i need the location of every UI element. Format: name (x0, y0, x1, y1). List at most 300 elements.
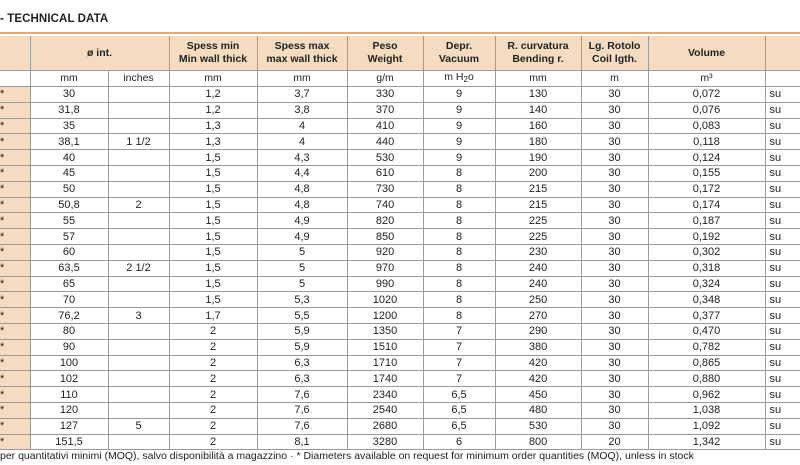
cell-weight: 610 (347, 165, 423, 181)
cell-min-wall: 1,7 (169, 308, 257, 324)
cell-star: * (0, 87, 30, 103)
cell-bending-radius: 450 (495, 387, 581, 403)
header-weight: Peso Weight (347, 36, 423, 71)
cell-extra: su (765, 181, 800, 197)
cell-volume: 0,865 (648, 355, 765, 371)
cell-diameter-mm: 30 (30, 87, 108, 103)
cell-weight: 330 (347, 87, 423, 103)
cell-min-wall: 1,2 (169, 87, 257, 103)
cell-min-wall: 2 (169, 371, 257, 387)
cell-vacuum: 8 (423, 308, 495, 324)
table-body (0, 87, 800, 450)
cell-weight: 1020 (347, 292, 423, 308)
cell-vacuum: 9 (423, 118, 495, 134)
cell-max-wall: 5,9 (257, 339, 347, 355)
cell-diameter-mm: 45 (30, 165, 108, 181)
title-underline (0, 32, 800, 34)
table-row (0, 339, 800, 355)
cell-star: * (0, 213, 30, 229)
header-diameter: ø int. (30, 36, 169, 71)
cell-min-wall: 1,5 (169, 150, 257, 166)
cell-vacuum: 8 (423, 260, 495, 276)
table-row (0, 118, 800, 134)
cell-diameter-inches (108, 292, 169, 308)
cell-diameter-inches (108, 387, 169, 403)
unit-weight: g/m (347, 71, 423, 87)
cell-weight: 1740 (347, 371, 423, 387)
cell-star: * (0, 371, 30, 387)
cell-diameter-mm: 57 (30, 229, 108, 245)
cell-coil-length: 30 (581, 150, 648, 166)
cell-bending-radius: 250 (495, 292, 581, 308)
unit-bending: mm (495, 71, 581, 87)
cell-star: * (0, 244, 30, 260)
cell-diameter-inches (108, 355, 169, 371)
cell-vacuum: 6,5 (423, 418, 495, 434)
cell-vacuum: 8 (423, 244, 495, 260)
cell-vacuum: 7 (423, 323, 495, 339)
cell-extra: su (765, 323, 800, 339)
table-row (0, 276, 800, 292)
cell-max-wall: 4,4 (257, 165, 347, 181)
cell-diameter-inches (108, 339, 169, 355)
cell-weight: 920 (347, 244, 423, 260)
table-row (0, 213, 800, 229)
cell-star: * (0, 292, 30, 308)
cell-diameter-inches: 2 (108, 197, 169, 213)
unit-vacuum: m H2o (423, 71, 495, 87)
cell-vacuum: 6,5 (423, 402, 495, 418)
cell-coil-length: 30 (581, 371, 648, 387)
cell-diameter-inches: 5 (108, 418, 169, 434)
cell-weight: 2340 (347, 387, 423, 403)
cell-weight: 970 (347, 260, 423, 276)
cell-max-wall: 4 (257, 118, 347, 134)
cell-diameter-inches (108, 118, 169, 134)
cell-max-wall: 3,8 (257, 102, 347, 118)
header-row (0, 36, 800, 71)
table-row (0, 402, 800, 418)
cell-diameter-inches: 3 (108, 308, 169, 324)
cell-diameter-inches: 1 1/2 (108, 134, 169, 150)
cell-min-wall: 2 (169, 355, 257, 371)
cell-extra: su (765, 260, 800, 276)
cell-max-wall: 3,7 (257, 87, 347, 103)
cell-bending-radius: 420 (495, 355, 581, 371)
cell-max-wall: 5 (257, 260, 347, 276)
cell-diameter-inches (108, 323, 169, 339)
header-volume: Volume (648, 36, 765, 71)
cell-diameter-mm: 55 (30, 213, 108, 229)
cell-max-wall: 6,3 (257, 371, 347, 387)
cell-vacuum: 8 (423, 229, 495, 245)
cell-diameter-inches (108, 150, 169, 166)
table-row (0, 244, 800, 260)
table-row (0, 102, 800, 118)
table-row (0, 181, 800, 197)
unit-extra (765, 71, 800, 87)
cell-extra: su (765, 87, 800, 103)
cell-weight: 410 (347, 118, 423, 134)
table-row (0, 355, 800, 371)
cell-diameter-inches (108, 87, 169, 103)
header-coil-length: Lg. Rotolo Coil lgth. (581, 36, 648, 71)
cell-diameter-mm: 50,8 (30, 197, 108, 213)
cell-coil-length: 30 (581, 323, 648, 339)
unit-coil: m (581, 71, 648, 87)
table-row (0, 418, 800, 434)
cell-diameter-mm: 102 (30, 371, 108, 387)
cell-max-wall: 4,9 (257, 229, 347, 245)
table-row (0, 134, 800, 150)
cell-vacuum: 8 (423, 292, 495, 308)
cell-max-wall: 4,8 (257, 197, 347, 213)
cell-vacuum: 8 (423, 276, 495, 292)
cell-coil-length: 30 (581, 213, 648, 229)
cell-diameter-mm: 110 (30, 387, 108, 403)
cell-weight: 850 (347, 229, 423, 245)
cell-star: * (0, 402, 30, 418)
cell-min-wall: 1,2 (169, 102, 257, 118)
cell-extra: su (765, 292, 800, 308)
cell-min-wall: 1,5 (169, 292, 257, 308)
cell-diameter-inches: 2 1/2 (108, 260, 169, 276)
cell-star: * (0, 418, 30, 434)
cell-weight: 440 (347, 134, 423, 150)
cell-bending-radius: 240 (495, 260, 581, 276)
unit-mm: mm (30, 71, 108, 87)
cell-extra: su (765, 197, 800, 213)
cell-volume: 0,155 (648, 165, 765, 181)
cell-coil-length: 30 (581, 387, 648, 403)
cell-min-wall: 2 (169, 434, 257, 450)
table-row (0, 197, 800, 213)
cell-coil-length: 30 (581, 418, 648, 434)
table-row (0, 165, 800, 181)
cell-min-wall: 1,3 (169, 134, 257, 150)
table-row (0, 229, 800, 245)
cell-max-wall: 7,6 (257, 387, 347, 403)
cell-min-wall: 1,5 (169, 260, 257, 276)
cell-extra: su (765, 102, 800, 118)
header-bending-radius: R. curvatura Bending r. (495, 36, 581, 71)
cell-volume: 0,072 (648, 87, 765, 103)
cell-bending-radius: 290 (495, 323, 581, 339)
cell-bending-radius: 200 (495, 165, 581, 181)
cell-volume: 0,324 (648, 276, 765, 292)
cell-bending-radius: 215 (495, 197, 581, 213)
cell-volume: 1,092 (648, 418, 765, 434)
header-max-wall: Spess max max wall thick (257, 36, 347, 71)
table-row (0, 387, 800, 403)
cell-bending-radius: 800 (495, 434, 581, 450)
cell-extra: su (765, 371, 800, 387)
cell-extra: su (765, 213, 800, 229)
cell-volume: 0,880 (648, 371, 765, 387)
cell-weight: 530 (347, 150, 423, 166)
cell-star: * (0, 134, 30, 150)
cell-weight: 740 (347, 197, 423, 213)
cell-diameter-inches (108, 229, 169, 245)
cell-extra: su (765, 308, 800, 324)
cell-diameter-inches (108, 181, 169, 197)
table-row (0, 308, 800, 324)
cell-bending-radius: 215 (495, 181, 581, 197)
cell-bending-radius: 160 (495, 118, 581, 134)
cell-max-wall: 7,6 (257, 418, 347, 434)
cell-extra: su (765, 165, 800, 181)
cell-weight: 990 (347, 276, 423, 292)
cell-extra: su (765, 434, 800, 450)
cell-vacuum: 8 (423, 197, 495, 213)
cell-diameter-inches (108, 434, 169, 450)
cell-coil-length: 30 (581, 339, 648, 355)
table-row (0, 371, 800, 387)
cell-volume: 0,782 (648, 339, 765, 355)
cell-max-wall: 4,9 (257, 213, 347, 229)
cell-diameter-mm: 90 (30, 339, 108, 355)
cell-volume: 0,318 (648, 260, 765, 276)
cell-volume: 0,192 (648, 229, 765, 245)
cell-extra: su (765, 276, 800, 292)
cell-coil-length: 30 (581, 118, 648, 134)
units-row (0, 71, 800, 87)
cell-vacuum: 8 (423, 213, 495, 229)
cell-volume: 0,302 (648, 244, 765, 260)
cell-coil-length: 30 (581, 355, 648, 371)
cell-coil-length: 30 (581, 181, 648, 197)
cell-vacuum: 6,5 (423, 387, 495, 403)
cell-diameter-mm: 120 (30, 402, 108, 418)
cell-bending-radius: 230 (495, 244, 581, 260)
cell-star: * (0, 276, 30, 292)
cell-diameter-inches (108, 213, 169, 229)
cell-vacuum: 6 (423, 434, 495, 450)
table-row (0, 87, 800, 103)
cell-diameter-inches (108, 165, 169, 181)
cell-volume: 0,377 (648, 308, 765, 324)
cell-min-wall: 2 (169, 387, 257, 403)
section-title: - TECHNICAL DATA (0, 13, 109, 25)
header-star-col (0, 36, 30, 71)
cell-weight: 2680 (347, 418, 423, 434)
cell-coil-length: 30 (581, 229, 648, 245)
cell-diameter-inches (108, 402, 169, 418)
cell-bending-radius: 225 (495, 229, 581, 245)
cell-bending-radius: 270 (495, 308, 581, 324)
table-row (0, 323, 800, 339)
cell-diameter-mm: 63,5 (30, 260, 108, 276)
cell-diameter-inches (108, 244, 169, 260)
cell-bending-radius: 240 (495, 276, 581, 292)
unit-volume: m³ (648, 71, 765, 87)
cell-vacuum: 7 (423, 339, 495, 355)
cell-vacuum: 8 (423, 181, 495, 197)
cell-diameter-mm: 100 (30, 355, 108, 371)
cell-star: * (0, 118, 30, 134)
cell-coil-length: 30 (581, 102, 648, 118)
cell-diameter-mm: 70 (30, 292, 108, 308)
cell-bending-radius: 530 (495, 418, 581, 434)
cell-coil-length: 30 (581, 260, 648, 276)
cell-max-wall: 5 (257, 276, 347, 292)
cell-star: * (0, 355, 30, 371)
cell-weight: 1510 (347, 339, 423, 355)
table-row (0, 150, 800, 166)
cell-coil-length: 30 (581, 308, 648, 324)
cell-max-wall: 5 (257, 244, 347, 260)
cell-coil-length: 20 (581, 434, 648, 450)
cell-max-wall: 6,3 (257, 355, 347, 371)
cell-coil-length: 30 (581, 276, 648, 292)
cell-bending-radius: 225 (495, 213, 581, 229)
cell-min-wall: 1,3 (169, 118, 257, 134)
cell-star: * (0, 434, 30, 450)
cell-min-wall: 2 (169, 339, 257, 355)
cell-max-wall: 5,5 (257, 308, 347, 324)
cell-weight: 2540 (347, 402, 423, 418)
cell-weight: 1350 (347, 323, 423, 339)
cell-star: * (0, 339, 30, 355)
unit-min-wall: mm (169, 71, 257, 87)
cell-max-wall: 4 (257, 134, 347, 150)
cell-diameter-mm: 80 (30, 323, 108, 339)
cell-min-wall: 1,5 (169, 165, 257, 181)
cell-min-wall: 1,5 (169, 213, 257, 229)
cell-extra: su (765, 244, 800, 260)
technical-data-table (0, 36, 800, 450)
table-row (0, 434, 800, 450)
cell-volume: 0,124 (648, 150, 765, 166)
cell-diameter-inches (108, 276, 169, 292)
cell-volume: 0,083 (648, 118, 765, 134)
cell-volume: 1,342 (648, 434, 765, 450)
cell-star: * (0, 181, 30, 197)
cell-extra: su (765, 134, 800, 150)
cell-weight: 1710 (347, 355, 423, 371)
cell-weight: 3280 (347, 434, 423, 450)
cell-diameter-mm: 127 (30, 418, 108, 434)
cell-coil-length: 30 (581, 292, 648, 308)
cell-star: * (0, 387, 30, 403)
cell-star: * (0, 197, 30, 213)
cell-min-wall: 1,5 (169, 244, 257, 260)
cell-volume: 0,962 (648, 387, 765, 403)
cell-weight: 370 (347, 102, 423, 118)
cell-bending-radius: 130 (495, 87, 581, 103)
cell-bending-radius: 480 (495, 402, 581, 418)
cell-star: * (0, 323, 30, 339)
cell-min-wall: 1,5 (169, 181, 257, 197)
cell-volume: 1,038 (648, 402, 765, 418)
cell-bending-radius: 180 (495, 134, 581, 150)
cell-star: * (0, 308, 30, 324)
cell-min-wall: 2 (169, 402, 257, 418)
cell-weight: 730 (347, 181, 423, 197)
table-row (0, 292, 800, 308)
cell-min-wall: 1,5 (169, 276, 257, 292)
unit-star (0, 71, 30, 87)
cell-diameter-mm: 31,8 (30, 102, 108, 118)
cell-volume: 0,076 (648, 102, 765, 118)
cell-star: * (0, 165, 30, 181)
cell-vacuum: 8 (423, 165, 495, 181)
cell-max-wall: 4,8 (257, 181, 347, 197)
cell-min-wall: 1,5 (169, 229, 257, 245)
cell-vacuum: 9 (423, 102, 495, 118)
cell-extra: su (765, 339, 800, 355)
cell-diameter-mm: 35 (30, 118, 108, 134)
cell-star: * (0, 260, 30, 276)
cell-diameter-mm: 40 (30, 150, 108, 166)
cell-coil-length: 30 (581, 134, 648, 150)
cell-volume: 0,470 (648, 323, 765, 339)
cell-volume: 0,187 (648, 213, 765, 229)
cell-weight: 820 (347, 213, 423, 229)
cell-max-wall: 5,3 (257, 292, 347, 308)
cell-vacuum: 9 (423, 150, 495, 166)
header-vacuum: Depr. Vacuum (423, 36, 495, 71)
cell-diameter-mm: 50 (30, 181, 108, 197)
cell-diameter-mm: 65 (30, 276, 108, 292)
cell-star: * (0, 229, 30, 245)
cell-max-wall: 7,6 (257, 402, 347, 418)
cell-volume: 0,348 (648, 292, 765, 308)
cell-coil-length: 30 (581, 402, 648, 418)
cell-bending-radius: 380 (495, 339, 581, 355)
cell-coil-length: 30 (581, 87, 648, 103)
cell-weight: 1200 (347, 308, 423, 324)
cell-volume: 0,174 (648, 197, 765, 213)
cell-vacuum: 9 (423, 87, 495, 103)
cell-bending-radius: 190 (495, 150, 581, 166)
cell-coil-length: 30 (581, 197, 648, 213)
table-row (0, 260, 800, 276)
header-min-wall: Spess min Min wall thick (169, 36, 257, 71)
cell-extra: su (765, 229, 800, 245)
cell-star: * (0, 102, 30, 118)
cell-diameter-inches (108, 371, 169, 387)
cell-diameter-mm: 76,2 (30, 308, 108, 324)
cell-extra: su (765, 150, 800, 166)
cell-diameter-inches (108, 102, 169, 118)
cell-max-wall: 4,3 (257, 150, 347, 166)
cell-max-wall: 8,1 (257, 434, 347, 450)
header-extra-col (765, 36, 800, 71)
cell-min-wall: 2 (169, 418, 257, 434)
cell-vacuum: 7 (423, 371, 495, 387)
cell-extra: su (765, 118, 800, 134)
cell-volume: 0,172 (648, 181, 765, 197)
cell-star: * (0, 150, 30, 166)
cell-bending-radius: 140 (495, 102, 581, 118)
cell-extra: su (765, 387, 800, 403)
cell-diameter-mm: 151,5 (30, 434, 108, 450)
cell-min-wall: 1,5 (169, 197, 257, 213)
cell-max-wall: 5,9 (257, 323, 347, 339)
cell-volume: 0,118 (648, 134, 765, 150)
cell-bending-radius: 420 (495, 371, 581, 387)
cell-vacuum: 7 (423, 355, 495, 371)
unit-max-wall: mm (257, 71, 347, 87)
cell-coil-length: 30 (581, 165, 648, 181)
footnote: per quantitativi minimi (MOQ), salvo disponibilità a magazzino · * Diameters available on request for minimum order quantities (MOQ), unless in stock (0, 450, 694, 462)
cell-extra: su (765, 402, 800, 418)
cell-diameter-mm: 38,1 (30, 134, 108, 150)
cell-vacuum: 9 (423, 134, 495, 150)
cell-extra: su (765, 418, 800, 434)
cell-coil-length: 30 (581, 244, 648, 260)
